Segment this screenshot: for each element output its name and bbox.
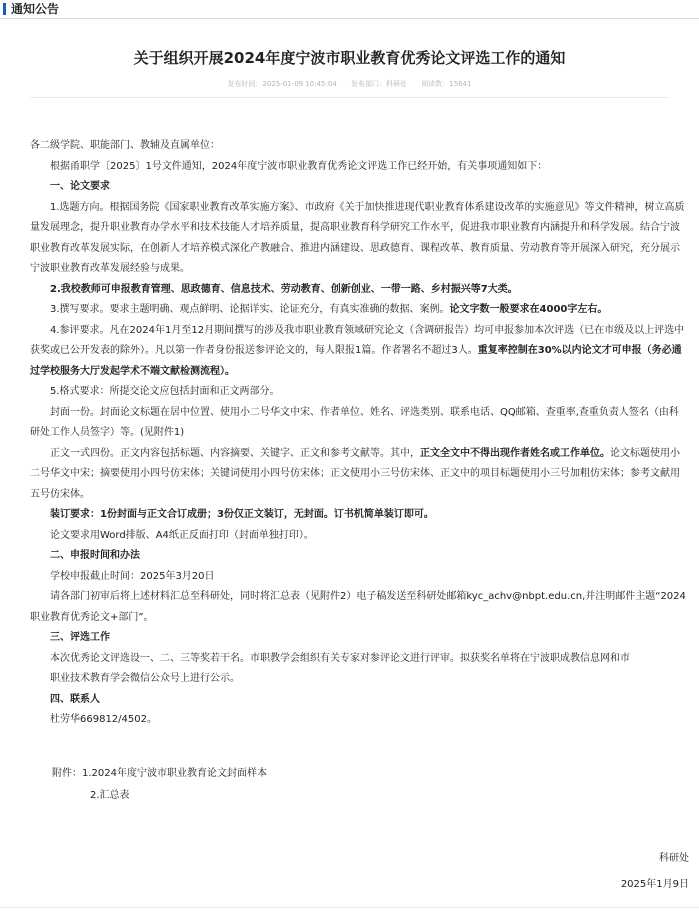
article-meta bbox=[0, 79, 699, 89]
signature: 科研处 bbox=[659, 853, 689, 864]
section-2-heading: 二、申报时间和办法 bbox=[50, 550, 140, 561]
bold-text: 重复率控制在30%以内论文才可申报（务必通过学校服务大厅发起学术不端文献检测流程）。 bbox=[30, 345, 682, 377]
section-1-heading: 一、论文要求 bbox=[50, 181, 110, 192]
paragraph: 职业技术教育学会微信公众号上进行公示。 bbox=[50, 673, 240, 684]
paragraph bbox=[30, 300, 686, 321]
bold-text: 装订要求：1份封面与正文合订成册；3份仅正文装订，无封面。订书机简单装订即可。 bbox=[50, 509, 434, 520]
publish-time: 发布时间：2025-01-09 10:45:04 bbox=[227, 80, 337, 88]
text: 正文一式四份。正文内容包括标题、内容摘要、关键字、正文和参考文献等。其中， bbox=[50, 447, 420, 459]
paragraph: 论文要求用Word排版、A4纸正反面打印（封面单独打印）。 bbox=[50, 529, 314, 541]
paragraph: 学校申报截止时间：2025年3月20日 bbox=[50, 570, 215, 582]
attachments bbox=[52, 763, 267, 807]
article-title: 关于组织开展2024年度宁波市职业教育优秀论文评选工作的通知 bbox=[133, 49, 566, 67]
signature-block bbox=[621, 846, 689, 898]
text: 论文标题使用小二号华文中宋；摘要使用小四号仿宋体；关键词使用小四号仿宋体；正文使用小三号仿宋体、正文中的项目标题使用小三号加粗仿宋体；参考文献用五号仿宋体。 bbox=[30, 447, 680, 500]
text: 3.撰写要求。要求主题明确、观点鲜明、论据详实、论证充分，有真实准确的数据、案例。 bbox=[50, 304, 450, 315]
paragraph bbox=[30, 505, 686, 526]
section-4-heading: 四、联系人 bbox=[50, 693, 100, 705]
title-divider bbox=[30, 97, 670, 98]
paragraph: 1.选题方向。根据国务院《国家职业教育改革实施方案》、市政府《关于加快推进现代职业教育体系建设改革的实施意见》等文件精神，树立高质量发展理念，提升职业教育办学水平和技术技能人才培养质量，提高职业教育科学研究工作水平，促进我市职业教育内涵提升和科学发展。结合宁波职业教育改革发展实际，在创新人才培养模式深化产教融合、推进内涵建设、思政德育、课程改革、教育质量、劳动教育等开展深入研究，充分展示宁波职业教育改革发展经验与成果。 bbox=[30, 201, 685, 274]
attachment-2[interactable]: 2.汇总表 bbox=[90, 790, 130, 801]
paragraph bbox=[30, 321, 686, 383]
paragraph: 本次优秀论文评选设一、二、三等奖若干名。市职教学会组织有关专家对参评论文进行评审。拟获奖名单将在宁波职成教信息网和市 bbox=[50, 652, 630, 664]
attachment-1[interactable]: 附件：1.2024年度宁波市职业教育论文封面样本 bbox=[52, 768, 267, 779]
paragraph bbox=[30, 444, 686, 506]
section-3-heading: 三、评选工作 bbox=[50, 632, 110, 643]
bottom-divider bbox=[0, 907, 699, 908]
article-body bbox=[30, 136, 686, 731]
bold-text: 正文全文中不得出现作者姓名或工作单位。 bbox=[420, 447, 610, 459]
signature-date: 2025年1月9日 bbox=[620, 879, 689, 890]
paragraph: 封面一份。封面论文标题在居中位置、使用小二号华文中宋、作者单位、姓名、评选类别、联系电话、QQ邮箱、查重率,查重负责人签名（由科研处工作人员签字）等。(见附件1) bbox=[30, 406, 679, 438]
contact-paragraph: 杜劳华669812/4502。 bbox=[50, 714, 157, 725]
paragraph bbox=[30, 280, 686, 301]
paragraph: 5.格式要求：所提交论文应包括封面和正文两部分。 bbox=[50, 386, 280, 397]
paragraph: 请各部门初审后将上述材料汇总至科研处，同时将汇总表（见附件2）电子稿发送至科研处邮箱kyc_achv@nbpt.edu.cn,并注明邮件主题“2024职业教育优秀论文+部门”。 bbox=[30, 591, 686, 623]
view-count: 阅读数：15641 bbox=[421, 80, 472, 88]
bold-text: 论文字数一般要求在4000字左右。 bbox=[449, 304, 608, 315]
section-label: 通知公告 bbox=[11, 2, 60, 16]
salutation: 各二级学院、职能部门、教辅及直属单位： bbox=[30, 140, 220, 151]
bold-text: 2.我校教师可申报教育管理、思政德育、信息技术、劳动教育、创新创业、一带一路、乡村振兴等7大类。 bbox=[50, 283, 518, 295]
text: 4.参评要求。凡在2024年1月至12月期间撰写的涉及我市职业教育领域研究论文（含调研报告）均可申报参加本次评选（已在市级及以上评选中获奖或已公开发表的除外）。凡以第一作者身份报送参评论文的，每人限报1篇。作者署名不超过3人。 bbox=[30, 324, 685, 356]
publish-department: 发布部门：科研处 bbox=[351, 80, 408, 88]
intro-paragraph: 根据甬职学〔2025〕1号文件通知，2024年度宁波市职业教育优秀论文评选工作已经开始，有关事项通知如下： bbox=[50, 160, 548, 172]
section-header bbox=[0, 0, 699, 19]
section-marker bbox=[3, 3, 6, 15]
